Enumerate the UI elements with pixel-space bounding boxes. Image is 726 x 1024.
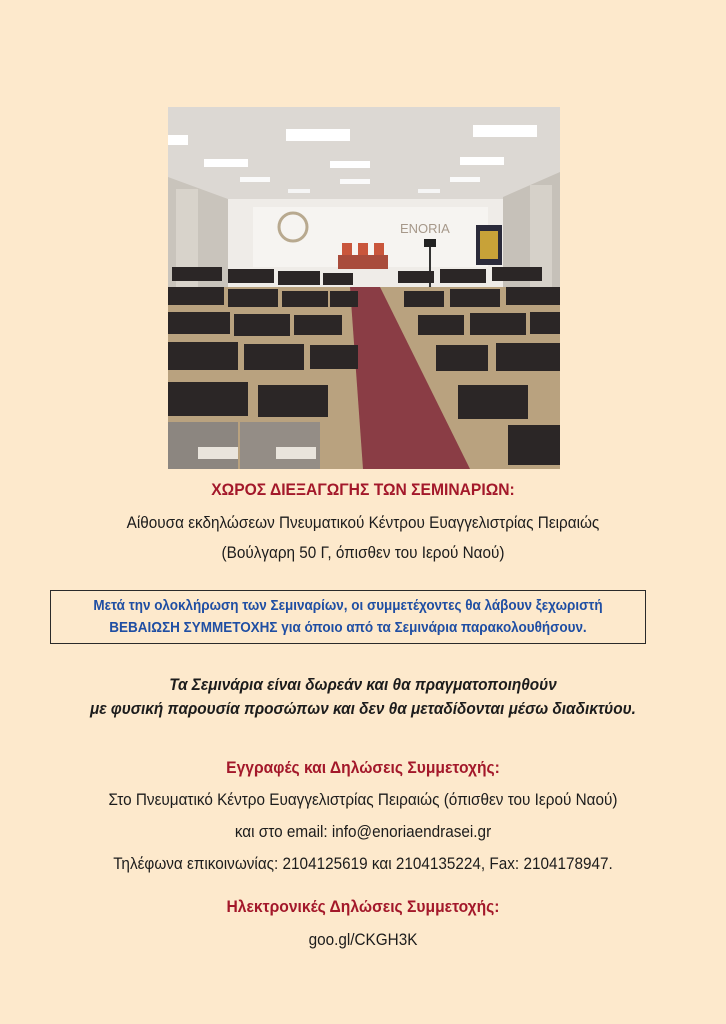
venue-line-2: (Βούλγαρη 50 Γ, όπισθεν του Ιερού Ναού) — [221, 543, 505, 562]
notice-line-2: ΒΕΒΑΙΩΣΗ ΣΥΜΜΕΤΟΧΗΣ για όποιο από τα Σεμινάρια παρακολουθήσουν. — [109, 620, 587, 636]
venue-heading: ΧΩΡΟΣ ΔΙΕΞΑΓΩΓΗΣ ΤΩΝ ΣΕΜΙΝΑΡΙΩΝ: — [211, 480, 515, 499]
electronic-heading: Ηλεκτρονικές Δηλώσεις Συμμετοχής: — [226, 897, 500, 916]
certificate-notice-box — [50, 590, 646, 644]
registration-phone-line: Τηλέφωνα επικοινωνίας: 2104125619 και 2104135224, Fax: 2104178947. — [113, 854, 613, 873]
svg-text:ENORIA: ENORIA — [400, 221, 450, 236]
electronic-link[interactable]: goo.gl/CKGH3K — [308, 930, 418, 949]
venue-line-1: Αίθουσα εκδηλώσεων Πνευματικού Κέντρου Ευαγγελιστρίας Πειραιώς — [126, 513, 600, 532]
registration-line-1: Στο Πνευματικό Κέντρο Ευαγγελιστρίας Πειραιώς (όπισθεν του Ιερού Ναού) — [108, 790, 618, 809]
free-notice-line-1: Τα Σεμινάρια είναι δωρεάν και θα πραγματοποιηθούν — [169, 676, 557, 694]
notice-line-1: Μετά την ολοκλήρωση των Σεμιναρίων, οι συμμετέχοντες θα λάβουν ξεχωριστή — [93, 598, 603, 614]
free-notice-line-2: με φυσική παρουσία προσώπων και δεν θα μεταδίδονται μέσω διαδικτύου. — [90, 700, 636, 718]
registration-heading: Εγγραφές και Δηλώσεις Συμμετοχής: — [226, 758, 500, 777]
registration-email-line: και στο email: info@enoriaendrasei.gr — [234, 822, 492, 841]
seminar-hall-photo — [168, 107, 560, 469]
